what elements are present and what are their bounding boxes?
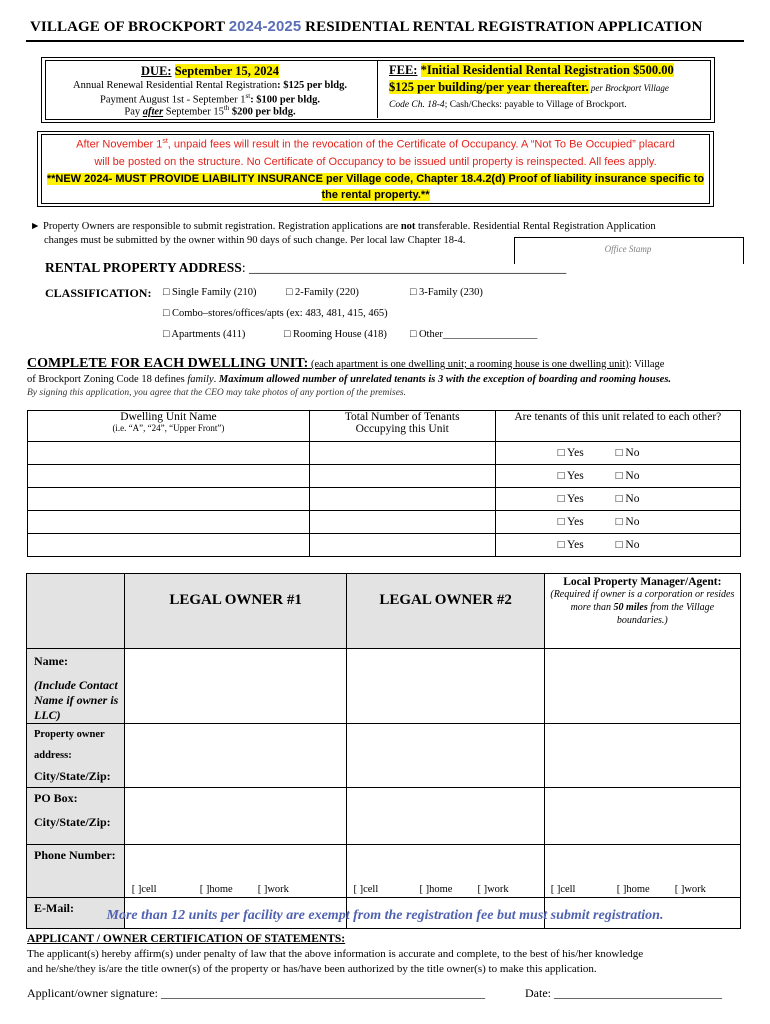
checkbox-three-family[interactable]: □ 3-Family (230) bbox=[410, 287, 483, 298]
manager-heading: Local Property Manager/Agent: bbox=[563, 576, 722, 588]
unit-name-input[interactable] bbox=[28, 534, 310, 557]
pobox-label-cell bbox=[27, 788, 125, 845]
owner-table-header bbox=[27, 574, 741, 649]
manager-requirement: (Required if owner is a corporation or resides more than 50 miles from the Village boundaries.) bbox=[550, 589, 735, 626]
responsibility-text: ► Property Owners are responsible to submit registration. Registration applications are not transferable. Residential Rental Registration Application bbox=[30, 221, 656, 232]
manager-name-input[interactable] bbox=[544, 649, 740, 724]
cell-checkbox[interactable]: [ ]cell bbox=[550, 884, 576, 895]
pobox-label: PO Box: bbox=[34, 791, 78, 805]
tenant-count-input[interactable] bbox=[309, 534, 495, 557]
owner-2-pobox-input[interactable] bbox=[347, 788, 544, 845]
home-checkbox[interactable]: [ ]home bbox=[419, 884, 453, 895]
work-checkbox[interactable]: [ ]work bbox=[257, 884, 289, 895]
tenant-count-input[interactable] bbox=[309, 488, 495, 511]
name-note: (Include Contact Name if owner is LLC) bbox=[34, 678, 119, 722]
col-tenant-count: Total Number of Tenants bbox=[344, 411, 460, 423]
tenant-count-input[interactable] bbox=[309, 511, 495, 534]
work-checkbox[interactable]: [ ]work bbox=[674, 884, 706, 895]
cell-checkbox[interactable]: [ ]cell bbox=[131, 884, 157, 895]
col-related: Are tenants of this unit related to each other? bbox=[495, 411, 740, 442]
cell-checkbox[interactable]: [ ]cell bbox=[353, 884, 379, 895]
checkbox-two-family[interactable]: □ 2-Family (220) bbox=[286, 287, 359, 298]
due-date-heading: DUE: September 15, 2024 bbox=[141, 64, 279, 78]
dwelling-photo-note: By signing this application, you agree that the CEO may take photos of any portion of the premises. bbox=[27, 388, 406, 398]
no-checkbox[interactable]: □ No bbox=[615, 470, 640, 482]
related-choice[interactable] bbox=[495, 442, 740, 465]
table-row bbox=[28, 465, 741, 488]
title-rule bbox=[26, 40, 744, 42]
page-title: VILLAGE OF BROCKPORT 2024-2025 RESIDENTIAL RENTAL REGISTRATION APPLICATION bbox=[30, 18, 703, 35]
related-choice[interactable] bbox=[495, 534, 740, 557]
table-row bbox=[28, 534, 741, 557]
address-label: Property owner bbox=[34, 729, 105, 740]
due-late-line: Pay after September 15th $200 per bldg. bbox=[124, 104, 296, 118]
address-row bbox=[27, 724, 741, 788]
checkbox-single-family[interactable]: □ Single Family (210) bbox=[163, 287, 257, 298]
yes-checkbox[interactable]: □ Yes bbox=[557, 470, 584, 482]
manager-address-input[interactable] bbox=[544, 724, 740, 788]
owner-table-corner bbox=[27, 574, 125, 649]
classification-label: CLASSIFICATION: bbox=[45, 286, 152, 300]
signature-field[interactable]: Applicant/owner signature: ______________________________________________________ bbox=[27, 986, 485, 1000]
owner-1-address-input[interactable] bbox=[124, 724, 347, 788]
due-fee-divider bbox=[377, 60, 378, 118]
owner-2-name-input[interactable] bbox=[347, 649, 544, 724]
manager-pobox-input[interactable] bbox=[544, 788, 740, 845]
checkbox-apartments[interactable]: □ Apartments (411) bbox=[163, 329, 246, 340]
certification-text: The applicant(s) hereby affirm(s) under penalty of law that the above information is accurate and complete, to the best of his/her knowledge bbox=[27, 948, 644, 960]
owner-1-pobox-input[interactable] bbox=[124, 788, 347, 845]
checkbox-other[interactable]: □ Other__________________ bbox=[410, 329, 538, 340]
tenant-count-input[interactable] bbox=[309, 442, 495, 465]
responsibility-text-2: changes must be submitted by the owner within 90 days of such change. Per local law Chapter 18-4. bbox=[44, 235, 466, 246]
yes-checkbox[interactable]: □ Yes bbox=[557, 516, 584, 528]
checkbox-combo[interactable]: □ Combo–stores/offices/apts (ex: 483, 481, 415, 465) bbox=[163, 308, 388, 319]
col-tenant-count-2: Occupying this Unit bbox=[355, 423, 449, 435]
dwelling-heading: COMPLETE FOR EACH DWELLING UNIT: (each apartment is one dwelling unit; a rooming house is one dwelling unit): Village bbox=[27, 356, 665, 371]
name-label: Name: bbox=[34, 654, 68, 668]
related-choice[interactable] bbox=[495, 465, 740, 488]
name-row bbox=[27, 649, 741, 724]
owner-2-phone-input[interactable] bbox=[347, 845, 544, 898]
table-row bbox=[28, 511, 741, 534]
work-checkbox[interactable]: [ ]work bbox=[477, 884, 509, 895]
manager-heading-cell bbox=[544, 574, 740, 649]
address-label-cell bbox=[27, 724, 125, 788]
dwelling-table bbox=[27, 410, 741, 557]
phone-row bbox=[27, 845, 741, 898]
related-choice[interactable] bbox=[495, 488, 740, 511]
no-checkbox[interactable]: □ No bbox=[615, 539, 640, 551]
unit-name-input[interactable] bbox=[28, 511, 310, 534]
tenant-count-input[interactable] bbox=[309, 465, 495, 488]
name-label-cell bbox=[27, 649, 125, 724]
warning-insurance-line-2: the rental property.** bbox=[321, 189, 430, 201]
dwelling-table-header bbox=[28, 411, 741, 442]
yes-checkbox[interactable]: □ Yes bbox=[557, 539, 584, 551]
yes-checkbox[interactable]: □ Yes bbox=[557, 447, 584, 459]
owner-1-phone-input[interactable] bbox=[124, 845, 347, 898]
home-checkbox[interactable]: [ ]home bbox=[616, 884, 650, 895]
checkbox-rooming-house[interactable]: □ Rooming House (418) bbox=[284, 329, 387, 340]
fee-initial-line: FEE: *Initial Residential Rental Registration $500.00 bbox=[389, 63, 674, 77]
pobox-row bbox=[27, 788, 741, 845]
unit-name-input[interactable] bbox=[28, 465, 310, 488]
owner-1-name-input[interactable] bbox=[124, 649, 347, 724]
manager-phone-input[interactable] bbox=[544, 845, 740, 898]
city-label-2: City/State/Zip: bbox=[34, 815, 111, 829]
warning-insurance-line: **NEW 2024- MUST PROVIDE LIABILITY INSURANCE per Village code, Chapter 18.4.2(d) Proof of liability insurance specific to bbox=[46, 173, 705, 185]
unit-name-input[interactable] bbox=[28, 442, 310, 465]
warning-line-2: will be posted on the structure. No Certificate of Occupancy to be issued until property is reinspected. All fees apply. bbox=[94, 156, 657, 168]
date-field[interactable]: Date: ____________________________ bbox=[525, 986, 722, 1000]
fee-annual-line: $125 per building/per year thereafter. per Brockport Village bbox=[389, 80, 669, 94]
unit-name-input[interactable] bbox=[28, 488, 310, 511]
owner-2-address-input[interactable] bbox=[347, 724, 544, 788]
owner-table bbox=[26, 573, 741, 929]
no-checkbox[interactable]: □ No bbox=[615, 447, 640, 459]
email-label: E-Mail: bbox=[27, 898, 125, 929]
no-checkbox[interactable]: □ No bbox=[615, 516, 640, 528]
due-renewal-line: Annual Renewal Residential Rental Registration: $125 per bldg. bbox=[73, 80, 347, 91]
exemption-note: More than 12 units per facility are exempt from the registration fee but must submit registration. bbox=[106, 908, 664, 923]
yes-checkbox[interactable]: □ Yes bbox=[557, 493, 584, 505]
owner-1-heading: LEGAL OWNER #1 bbox=[124, 574, 347, 649]
table-row bbox=[28, 442, 741, 465]
dwelling-family-note: of Brockport Zoning Code 18 defines family. Maximum allowed number of unrelated tenants is 3 with the exception of boarding and rooming houses. bbox=[27, 374, 672, 385]
title-years: 2024-2025 bbox=[228, 18, 302, 35]
address-label-2: address: bbox=[34, 750, 72, 761]
fee-payment-line: Code Ch. 18-4; Cash/Checks: payable to Village of Brockport. bbox=[389, 100, 627, 110]
city-label: City/State/Zip: bbox=[34, 769, 111, 783]
warning-line-1: After November 1st, unpaid fees will result in the revocation of the Certificate of Occupancy. A “Not To Be Occupied” placard bbox=[76, 138, 675, 151]
certification-text-2: and he/she/they is/are the title owner(s) of the property or has/have been authorized by the title owner(s) to make this application. bbox=[27, 963, 597, 975]
due-early-line: Payment August 1st - September 1st: $100 per bldg. bbox=[99, 92, 321, 106]
owner-2-heading: LEGAL OWNER #2 bbox=[347, 574, 544, 649]
home-checkbox[interactable]: [ ]home bbox=[199, 884, 233, 895]
office-stamp-label: Office Stamp bbox=[604, 244, 652, 254]
no-checkbox[interactable]: □ No bbox=[615, 493, 640, 505]
table-row bbox=[28, 488, 741, 511]
col-unit-name-hint: (i.e. “A”, “24”, “Upper Front”) bbox=[112, 423, 225, 433]
related-choice[interactable] bbox=[495, 511, 740, 534]
phone-label: Phone Number: bbox=[27, 845, 125, 898]
rental-address-field[interactable]: RENTAL PROPERTY ADDRESS: _______________________________________________ bbox=[45, 260, 567, 275]
col-unit-name: Dwelling Unit Name bbox=[120, 411, 217, 423]
certification-heading: APPLICANT / OWNER CERTIFICATION OF STATEMENTS: bbox=[27, 933, 346, 945]
